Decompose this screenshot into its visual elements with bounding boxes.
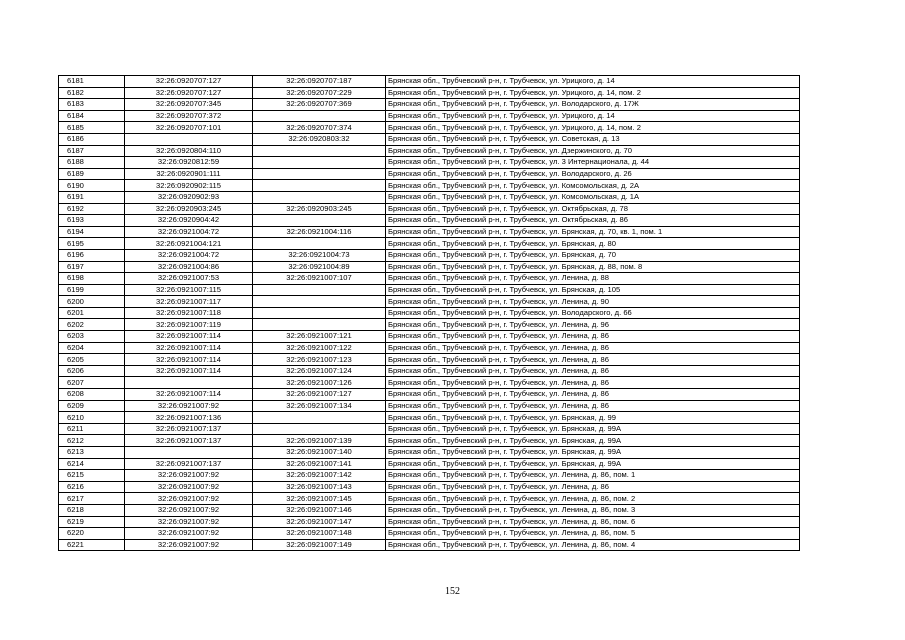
row-number-cell: 6199 (59, 284, 125, 296)
table-row (59, 87, 800, 99)
row-number-cell: 6205 (59, 354, 125, 366)
address-cell: Брянская обл., Трубчевский р-н, г. Трубчевск, ул. Володарского, д. 66 (386, 307, 800, 319)
row-number-cell: 6191 (59, 191, 125, 203)
property-table (58, 75, 800, 551)
land-cadastral-number-cell: 32:26:0921004:72 (125, 249, 253, 261)
row-number-cell: 6220 (59, 528, 125, 540)
land-cadastral-number-cell: 32:26:0921007:137 (125, 423, 253, 435)
row-number-cell: 6218 (59, 504, 125, 516)
address-cell: Брянская обл., Трубчевский р-н, г. Трубчевск, ул. Ленина, д. 96 (386, 319, 800, 331)
address-cell: Брянская обл., Трубчевский р-н, г. Трубчевск, ул. Брянская, д. 70, кв. 1, пом. 1 (386, 226, 800, 238)
table-row (59, 400, 800, 412)
land-cadastral-number-cell: 32:26:0921007:53 (125, 273, 253, 285)
table-row (59, 435, 800, 447)
table-row (59, 215, 800, 227)
land-cadastral-number-cell: 32:26:0920904:42 (125, 215, 253, 227)
land-cadastral-number-cell: 32:26:0921007:137 (125, 458, 253, 470)
row-number-cell: 6212 (59, 435, 125, 447)
row-number-cell: 6197 (59, 261, 125, 273)
address-cell: Брянская обл., Трубчевский р-н, г. Трубчевск, ул. Ленина, д. 86 (386, 365, 800, 377)
object-cadastral-number-cell: 32:26:0921004:73 (253, 249, 386, 261)
land-cadastral-number-cell: 32:26:0921007:115 (125, 284, 253, 296)
table-row (59, 273, 800, 285)
object-cadastral-number-cell (253, 180, 386, 192)
land-cadastral-number-cell: 32:26:0921007:117 (125, 296, 253, 308)
table-row (59, 191, 800, 203)
object-cadastral-number-cell: 32:26:0921007:147 (253, 516, 386, 528)
address-cell: Брянская обл., Трубчевский р-н, г. Трубчевск, ул. Брянская, д. 99А (386, 458, 800, 470)
address-cell: Брянская обл., Трубчевский р-н, г. Трубчевск, ул. Ленина, д. 86 (386, 389, 800, 401)
table-row (59, 296, 800, 308)
object-cadastral-number-cell: 32:26:0921007:140 (253, 447, 386, 459)
address-cell: Брянская обл., Трубчевский р-н, г. Трубчевск, ул. Брянская, д. 80 (386, 238, 800, 250)
object-cadastral-number-cell (253, 238, 386, 250)
object-cadastral-number-cell: 32:26:0920707:187 (253, 76, 386, 88)
table-row (59, 157, 800, 169)
object-cadastral-number-cell: 32:26:0921007:127 (253, 389, 386, 401)
land-cadastral-number-cell: 32:26:0921007:114 (125, 389, 253, 401)
object-cadastral-number-cell (253, 284, 386, 296)
table-row (59, 249, 800, 261)
object-cadastral-number-cell: 32:26:0921007:126 (253, 377, 386, 389)
address-cell: Брянская обл., Трубчевский р-н, г. Трубчевск, ул. Советская, д. 13 (386, 133, 800, 145)
object-cadastral-number-cell: 32:26:0920707:369 (253, 99, 386, 111)
land-cadastral-number-cell: 32:26:0920707:101 (125, 122, 253, 134)
land-cadastral-number-cell: 32:26:0920812:59 (125, 157, 253, 169)
land-cadastral-number-cell (125, 447, 253, 459)
land-cadastral-number-cell: 32:26:0921007:118 (125, 307, 253, 319)
table-row (59, 226, 800, 238)
object-cadastral-number-cell: 32:26:0921007:146 (253, 504, 386, 516)
table-row (59, 423, 800, 435)
object-cadastral-number-cell: 32:26:0921007:122 (253, 342, 386, 354)
table-row (59, 528, 800, 540)
row-number-cell: 6217 (59, 493, 125, 505)
land-cadastral-number-cell: 32:26:0921007:92 (125, 470, 253, 482)
land-cadastral-number-cell: 32:26:0921007:114 (125, 331, 253, 343)
object-cadastral-number-cell: 32:26:0921007:142 (253, 470, 386, 482)
land-cadastral-number-cell: 32:26:0920707:127 (125, 87, 253, 99)
row-number-cell: 6216 (59, 481, 125, 493)
object-cadastral-number-cell (253, 215, 386, 227)
object-cadastral-number-cell (253, 319, 386, 331)
row-number-cell: 6219 (59, 516, 125, 528)
page-number: 152 (445, 586, 460, 597)
object-cadastral-number-cell (253, 412, 386, 424)
row-number-cell: 6207 (59, 377, 125, 389)
row-number-cell: 6211 (59, 423, 125, 435)
table-row (59, 319, 800, 331)
address-cell: Брянская обл., Трубчевский р-н, г. Трубчевск, ул. Ленина, д. 86 (386, 400, 800, 412)
object-cadastral-number-cell: 32:26:0921007:149 (253, 539, 386, 551)
row-number-cell: 6198 (59, 273, 125, 285)
address-cell: Брянская обл., Трубчевский р-н, г. Трубчевск, ул. Ленина, д. 86 (386, 377, 800, 389)
object-cadastral-number-cell: 32:26:0921007:148 (253, 528, 386, 540)
address-cell: Брянская обл., Трубчевский р-н, г. Трубчевск, ул. Ленина, д. 88 (386, 273, 800, 285)
table-row (59, 203, 800, 215)
address-cell: Брянская обл., Трубчевский р-н, г. Трубчевск, ул. Брянская, д. 99 (386, 412, 800, 424)
address-cell: Брянская обл., Трубчевский р-н, г. Трубчевск, ул. Ленина, д. 86, пом. 6 (386, 516, 800, 528)
land-cadastral-number-cell: 32:26:0921007:114 (125, 354, 253, 366)
address-cell: Брянская обл., Трубчевский р-н, г. Трубчевск, ул. Брянская, д. 99А (386, 447, 800, 459)
land-cadastral-number-cell: 32:26:0920903:245 (125, 203, 253, 215)
table-row (59, 99, 800, 111)
address-cell: Брянская обл., Трубчевский р-н, г. Трубчевск, ул. Комсомольская, д. 1А (386, 191, 800, 203)
land-cadastral-number-cell: 32:26:0921004:72 (125, 226, 253, 238)
object-cadastral-number-cell: 32:26:0921007:141 (253, 458, 386, 470)
land-cadastral-number-cell: 32:26:0921004:121 (125, 238, 253, 250)
row-number-cell: 6221 (59, 539, 125, 551)
table-row (59, 145, 800, 157)
land-cadastral-number-cell: 32:26:0921007:114 (125, 342, 253, 354)
object-cadastral-number-cell (253, 145, 386, 157)
address-cell: Брянская обл., Трубчевский р-н, г. Трубчевск, ул. Октябрьская, д. 86 (386, 215, 800, 227)
row-number-cell: 6193 (59, 215, 125, 227)
object-cadastral-number-cell: 32:26:0921007:143 (253, 481, 386, 493)
object-cadastral-number-cell: 32:26:0921007:139 (253, 435, 386, 447)
land-cadastral-number-cell: 32:26:0921007:92 (125, 516, 253, 528)
land-cadastral-number-cell: 32:26:0920707:345 (125, 99, 253, 111)
table-row (59, 342, 800, 354)
object-cadastral-number-cell: 32:26:0921007:107 (253, 273, 386, 285)
address-cell: Брянская обл., Трубчевский р-н, г. Трубчевск, ул. 3 Интернационала, д. 44 (386, 157, 800, 169)
land-cadastral-number-cell: 32:26:0920707:127 (125, 76, 253, 88)
row-number-cell: 6200 (59, 296, 125, 308)
table-row (59, 516, 800, 528)
table-row (59, 284, 800, 296)
address-cell: Брянская обл., Трубчевский р-н, г. Трубчевск, ул. Володарского, д. 17Ж (386, 99, 800, 111)
object-cadastral-number-cell (253, 168, 386, 180)
land-cadastral-number-cell: 32:26:0921007:137 (125, 435, 253, 447)
land-cadastral-number-cell: 32:26:0920902:93 (125, 191, 253, 203)
address-cell: Брянская обл., Трубчевский р-н, г. Трубчевск, ул. Дзержинского, д. 70 (386, 145, 800, 157)
object-cadastral-number-cell: 32:26:0920707:229 (253, 87, 386, 99)
property-table-body (59, 76, 800, 551)
address-cell: Брянская обл., Трубчевский р-н, г. Трубчевск, ул. Урицкого, д. 14 (386, 76, 800, 88)
address-cell: Брянская обл., Трубчевский р-н, г. Трубчевск, ул. Ленина, д. 86, пом. 4 (386, 539, 800, 551)
object-cadastral-number-cell: 32:26:0921007:121 (253, 331, 386, 343)
land-cadastral-number-cell: 32:26:0921007:92 (125, 400, 253, 412)
row-number-cell: 6184 (59, 110, 125, 122)
address-cell: Брянская обл., Трубчевский р-н, г. Трубчевск, ул. Урицкого, д. 14 (386, 110, 800, 122)
object-cadastral-number-cell: 32:26:0921007:123 (253, 354, 386, 366)
address-cell: Брянская обл., Трубчевский р-н, г. Трубчевск, ул. Ленина, д. 86, пом. 5 (386, 528, 800, 540)
address-cell: Брянская обл., Трубчевский р-н, г. Трубчевск, ул. Ленина, д. 86, пом. 1 (386, 470, 800, 482)
table-row (59, 110, 800, 122)
object-cadastral-number-cell: 32:26:0921004:116 (253, 226, 386, 238)
table-row (59, 389, 800, 401)
address-cell: Брянская обл., Трубчевский р-н, г. Трубчевск, ул. Ленина, д. 90 (386, 296, 800, 308)
land-cadastral-number-cell: 32:26:0921007:136 (125, 412, 253, 424)
table-row (59, 539, 800, 551)
object-cadastral-number-cell (253, 423, 386, 435)
table-row (59, 354, 800, 366)
address-cell: Брянская обл., Трубчевский р-н, г. Трубчевск, ул. Ленина, д. 86 (386, 481, 800, 493)
table-row (59, 458, 800, 470)
row-number-cell: 6208 (59, 389, 125, 401)
object-cadastral-number-cell: 32:26:0921007:145 (253, 493, 386, 505)
row-number-cell: 6192 (59, 203, 125, 215)
object-cadastral-number-cell: 32:26:0921007:124 (253, 365, 386, 377)
row-number-cell: 6182 (59, 87, 125, 99)
table-row (59, 76, 800, 88)
row-number-cell: 6215 (59, 470, 125, 482)
address-cell: Брянская обл., Трубчевский р-н, г. Трубчевск, ул. Урицкого, д. 14, пом. 2 (386, 122, 800, 134)
table-row (59, 504, 800, 516)
row-number-cell: 6196 (59, 249, 125, 261)
row-number-cell: 6189 (59, 168, 125, 180)
table-row (59, 307, 800, 319)
object-cadastral-number-cell (253, 110, 386, 122)
land-cadastral-number-cell: 32:26:0921004:86 (125, 261, 253, 273)
object-cadastral-number-cell: 32:26:0920903:245 (253, 203, 386, 215)
table-row (59, 481, 800, 493)
object-cadastral-number-cell: 32:26:0920803:32 (253, 133, 386, 145)
land-cadastral-number-cell (125, 133, 253, 145)
table-row (59, 122, 800, 134)
object-cadastral-number-cell (253, 191, 386, 203)
address-cell: Брянская обл., Трубчевский р-н, г. Трубчевск, ул. Володарского, д. 26 (386, 168, 800, 180)
table-row (59, 261, 800, 273)
table-row (59, 412, 800, 424)
row-number-cell: 6188 (59, 157, 125, 169)
table-row (59, 238, 800, 250)
land-cadastral-number-cell: 32:26:0921007:92 (125, 493, 253, 505)
object-cadastral-number-cell (253, 296, 386, 308)
address-cell: Брянская обл., Трубчевский р-н, г. Трубчевск, ул. Брянская, д. 70 (386, 249, 800, 261)
address-cell: Брянская обл., Трубчевский р-н, г. Трубчевск, ул. Ленина, д. 86, пом. 2 (386, 493, 800, 505)
address-cell: Брянская обл., Трубчевский р-н, г. Трубчевск, ул. Комсомольская, д. 2А (386, 180, 800, 192)
row-number-cell: 6209 (59, 400, 125, 412)
object-cadastral-number-cell: 32:26:0920707:374 (253, 122, 386, 134)
row-number-cell: 6195 (59, 238, 125, 250)
land-cadastral-number-cell (125, 377, 253, 389)
address-cell: Брянская обл., Трубчевский р-н, г. Трубчевск, ул. Урицкого, д. 14, пом. 2 (386, 87, 800, 99)
object-cadastral-number-cell (253, 157, 386, 169)
row-number-cell: 6187 (59, 145, 125, 157)
row-number-cell: 6185 (59, 122, 125, 134)
table-row (59, 180, 800, 192)
address-cell: Брянская обл., Трубчевский р-н, г. Трубчевск, ул. Ленина, д. 86 (386, 342, 800, 354)
address-cell: Брянская обл., Трубчевский р-н, г. Трубчевск, ул. Брянская, д. 99А (386, 435, 800, 447)
row-number-cell: 6210 (59, 412, 125, 424)
land-cadastral-number-cell: 32:26:0920901:111 (125, 168, 253, 180)
table-row (59, 365, 800, 377)
table-row (59, 168, 800, 180)
row-number-cell: 6206 (59, 365, 125, 377)
row-number-cell: 6204 (59, 342, 125, 354)
row-number-cell: 6201 (59, 307, 125, 319)
table-row (59, 493, 800, 505)
row-number-cell: 6181 (59, 76, 125, 88)
land-cadastral-number-cell: 32:26:0920804:110 (125, 145, 253, 157)
object-cadastral-number-cell: 32:26:0921007:134 (253, 400, 386, 412)
address-cell: Брянская обл., Трубчевский р-н, г. Трубчевск, ул. Брянская, д. 105 (386, 284, 800, 296)
row-number-cell: 6214 (59, 458, 125, 470)
row-number-cell: 6203 (59, 331, 125, 343)
address-cell: Брянская обл., Трубчевский р-н, г. Трубчевск, ул. Ленина, д. 86, пом. 3 (386, 504, 800, 516)
table-row (59, 470, 800, 482)
land-cadastral-number-cell: 32:26:0920707:372 (125, 110, 253, 122)
land-cadastral-number-cell: 32:26:0921007:114 (125, 365, 253, 377)
table-row (59, 133, 800, 145)
row-number-cell: 6186 (59, 133, 125, 145)
address-cell: Брянская обл., Трубчевский р-н, г. Трубчевск, ул. Ленина, д. 86 (386, 331, 800, 343)
address-cell: Брянская обл., Трубчевский р-н, г. Трубчевск, ул. Брянская, д. 88, пом. 8 (386, 261, 800, 273)
table-row (59, 331, 800, 343)
row-number-cell: 6183 (59, 99, 125, 111)
row-number-cell: 6190 (59, 180, 125, 192)
land-cadastral-number-cell: 32:26:0921007:119 (125, 319, 253, 331)
row-number-cell: 6213 (59, 447, 125, 459)
address-cell: Брянская обл., Трубчевский р-н, г. Трубчевск, ул. Брянская, д. 99А (386, 423, 800, 435)
land-cadastral-number-cell: 32:26:0921007:92 (125, 504, 253, 516)
table-row (59, 447, 800, 459)
land-cadastral-number-cell: 32:26:0921007:92 (125, 528, 253, 540)
row-number-cell: 6202 (59, 319, 125, 331)
object-cadastral-number-cell: 32:26:0921004:89 (253, 261, 386, 273)
address-cell: Брянская обл., Трубчевский р-н, г. Трубчевск, ул. Ленина, д. 86 (386, 354, 800, 366)
object-cadastral-number-cell (253, 307, 386, 319)
row-number-cell: 6194 (59, 226, 125, 238)
land-cadastral-number-cell: 32:26:0920902:115 (125, 180, 253, 192)
land-cadastral-number-cell: 32:26:0921007:92 (125, 539, 253, 551)
address-cell: Брянская обл., Трубчевский р-н, г. Трубчевск, ул. Октябрьская, д. 78 (386, 203, 800, 215)
table-row (59, 377, 800, 389)
land-cadastral-number-cell: 32:26:0921007:92 (125, 481, 253, 493)
